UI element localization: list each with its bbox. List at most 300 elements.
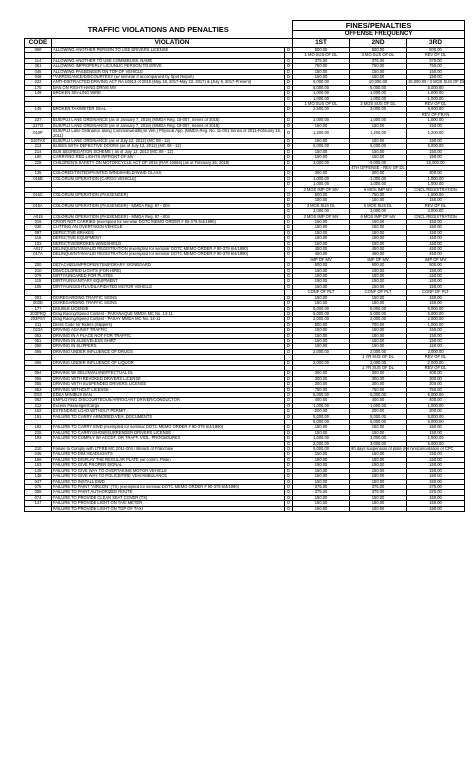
row-third-offense: 150.00: [407, 279, 465, 284]
row-code: 227O: [25, 123, 52, 128]
row-violation: CHILDREN'S SAFETY ON MOTORCYCLE ACT OF 2015 (RA# 10666) (as of February 26, 2019): [52, 160, 285, 165]
row-code: 017A: [25, 252, 52, 257]
row-third-offense: 1,200.00: [407, 129, 465, 139]
row-violation: FAILURE TO PROVIDE CLEAN SEAT COVER (TX): [52, 495, 285, 500]
row-first-offense: 150.00: [293, 468, 350, 473]
row-third-offense: 300.00: [407, 171, 465, 176]
row-violation: FAILURE TO INSTALL EWD: [52, 479, 285, 484]
row-first-offense: 500.00: [293, 48, 350, 53]
row-third-offense: CNCL REGISTRATION: [407, 187, 465, 192]
row-code: 100: [25, 155, 52, 160]
row-code: 052: [25, 333, 52, 338]
row-second-offense: 150.00: [350, 338, 407, 343]
row-violation: ANTI-DISTRACTED DRIVING ACT RA 10913 of 2015 (May 18, 2017-May 23, 2017) & (July 6, 2017-Present): [52, 80, 285, 85]
row-second-offense: 150.00: [350, 430, 407, 435]
row-third-offense: 1,000.00: [407, 176, 465, 181]
row-second-offense: 700.00: [350, 322, 407, 327]
row-code: 066: [25, 360, 52, 365]
row-second-offense: 150.00: [350, 69, 407, 74]
row-code: 211: [25, 322, 52, 327]
row-code: 215: [25, 430, 52, 435]
row-third-offense: 300.00: [407, 376, 465, 381]
row-third-offense: REV OF FRAN: [407, 112, 465, 117]
row-first-offense: 1 MO SUS OF DL: [293, 102, 350, 107]
row-second-offense: 150.00: [350, 474, 407, 479]
row-violation: FAILURE TO PAINT AUTHORIZED ROUTE: [52, 490, 285, 495]
row-third-offense: 5,000.00: [407, 144, 465, 149]
row-code: 177: [25, 306, 52, 311]
row-type: D: [285, 138, 293, 143]
row-type: D: [285, 155, 293, 160]
row-third-offense: 150.00: [407, 241, 465, 246]
row-violation: DETACHED/IMPROPER/TEMPORARY SIGNBOARD: [52, 263, 285, 268]
row-first-offense: 500.00: [293, 192, 350, 197]
row-violation: DRIVING W/ DEL/INVAL/INEFFECTUAL DL: [52, 371, 285, 376]
row-violation: DEFECTIVE EQUIPMENT: [52, 236, 285, 241]
row-code: 030: [25, 225, 52, 230]
row-third-offense: 150.00: [407, 69, 465, 74]
row-type: O: [285, 274, 293, 279]
row-code: 015B: [25, 176, 52, 181]
row-type: O: [285, 214, 293, 219]
row-second-offense: 3,000.00: [350, 107, 407, 112]
row-first-offense: 150.00: [293, 279, 350, 284]
row-second-offense: 150.00: [350, 284, 407, 289]
row-second-offense: 6 MOS IMP MV: [350, 187, 407, 192]
row-violation: COLORUM OPERATION (PASSENGER) - MMDA Reg. 97 - 004: [52, 203, 285, 208]
row-violation: DRIVING UNDER INFLUENCE OF DRUGS: [52, 349, 285, 354]
row-second-offense: 150.00: [350, 425, 407, 430]
row-code: 106: [25, 284, 52, 289]
row-code: 149: [25, 468, 52, 473]
row-code: 170: [25, 85, 52, 90]
row-first-offense: 375.00: [293, 484, 350, 489]
row-first-offense: 1,000.00: [293, 403, 350, 408]
row-type: O: [285, 209, 293, 214]
row-code: 062: [25, 398, 52, 403]
row-violation: COLORUM OPERATION (PASSENGER): [52, 192, 285, 197]
row-violation: CUTTING AN OVERTAKEN VEHICLE: [52, 225, 285, 230]
row-code: 103: [25, 241, 52, 246]
row-code: A015: [25, 214, 52, 219]
row-third-offense: 150.00: [407, 274, 465, 279]
row-code: 016: [25, 220, 52, 225]
row-type: O: [285, 171, 293, 176]
row-third-offense: 150.00: [407, 138, 465, 143]
row-third-offense: 5,000.00: [407, 393, 465, 398]
row-third-offense: 450.00: [407, 247, 465, 252]
row-first-offense: 2,000.00: [293, 349, 350, 354]
row-second-offense: 450.00: [350, 247, 407, 252]
row-type: O: [285, 414, 293, 419]
row-third-offense: 150.00: [407, 474, 465, 479]
row-third-offense: 1,000.00: [407, 192, 465, 197]
row-code: 058: [25, 490, 52, 495]
row-type: D: [285, 317, 293, 322]
row-first-offense: 300.00: [293, 171, 350, 176]
row-third-offense: 150.00: [407, 333, 465, 338]
row-third-offense: 150.00: [407, 338, 465, 343]
row-second-offense: 3,000.00: [350, 441, 407, 446]
row-third-offense: 150.00: [407, 468, 465, 473]
row-second-offense: 200.00: [350, 409, 407, 414]
row-type: O: [285, 123, 293, 128]
row-first-offense: 150.00: [293, 328, 350, 333]
row-second-offense: 150.00: [350, 220, 407, 225]
row-type: D: [285, 382, 293, 387]
row-code: 065: [25, 349, 52, 354]
row-second-offense: 3 MO SUS OF DL: [350, 53, 407, 58]
row-type: D: [285, 436, 293, 441]
row-violation: DRIVING IN SLEEVELESS SHIRT: [52, 338, 285, 343]
row-second-offense: 1,000.00: [350, 182, 407, 187]
row-code: A017: [25, 247, 52, 252]
row-violation: DISREGARDING TRAFFIC SIGNS: [52, 301, 285, 306]
row-violation: ALLOWING IMPROPERLY LIC/UNLIC PERSON TO DRIVE: [52, 64, 285, 69]
row-second-offense: IMP OF MV: [350, 257, 407, 262]
row-first-offense: 5,000.00: [293, 414, 350, 419]
row-type: O: [285, 247, 293, 252]
row-violation: DELINQUENT/INVALID REGISTRATION (exempted for seminar DOTC MEMO ORDER # 90-379 6/4/1990): [52, 247, 285, 252]
row-code: 050: [25, 344, 52, 349]
row-third-offense: 1,000.00: [407, 436, 465, 441]
row-code: 191: [25, 414, 52, 419]
row-second-offense: 150.00: [350, 495, 407, 500]
row-code: 048: [25, 75, 52, 80]
row-second-offense: 150.00: [350, 301, 407, 306]
row-second-offense: 150.00: [350, 468, 407, 473]
row-type: D: [285, 160, 293, 165]
row-type: D: [285, 409, 293, 414]
row-code: 015C: [25, 192, 52, 197]
row-first-offense: 1,000.00: [293, 176, 350, 181]
row-violation: DIRTY/UNSANITARY EQUIPMENT: [52, 279, 285, 284]
row-first-offense: 5,000.00: [293, 144, 350, 149]
row-violation: Drag Racing/Speed Contest - PARANAQUE MMDA MC No. 14-11: [52, 311, 285, 316]
row-type: D: [285, 344, 293, 349]
row-second-offense: 150.00: [350, 506, 407, 511]
row-second-offense: 150.00: [350, 138, 407, 143]
row-third-offense: 150.00: [407, 75, 465, 80]
row-violation: FAILURE TO GIVE WAY TO POLICE/FIRE VEH/AMBULANCE: [52, 474, 285, 479]
row-third-offense: 150.00: [407, 479, 465, 484]
row-first-offense: 150.00: [293, 138, 350, 143]
row-violation: ALLOWING PASSENGER ON TOP OF VEHICLE: [52, 69, 285, 74]
row-second-offense: 5,000.00: [350, 85, 407, 90]
row-code: 214: [25, 149, 52, 154]
row-type: O: [285, 490, 293, 495]
row-first-offense: 2,000.00: [293, 441, 350, 446]
row-type: D: [285, 306, 293, 311]
row-third-offense: 5,000.00: [407, 414, 465, 419]
row-code: 203PSY: [25, 317, 52, 322]
row-first-offense: 150.00: [293, 236, 350, 241]
row-second-offense: 150.00: [350, 75, 407, 80]
row-violation: FAILURE TO PAINT "AIRCON" (TX) (exempted for seminar DOTC MEMO ORDER # 90-379 6/4/1990): [52, 484, 285, 489]
row-type: D: [285, 220, 293, 225]
row-code: 061: [25, 64, 52, 69]
row-second-offense: 1 YR SUS OF DL: [350, 365, 407, 370]
row-second-offense: 150.00: [350, 230, 407, 235]
row-third-offense: 400.00: [407, 398, 465, 403]
row-violation: ALLOWING ANOTHER TO USE COMM/BUSS. NAME: [52, 58, 285, 63]
row-first-offense: 500.00: [293, 263, 350, 268]
row-type: D: [285, 69, 293, 74]
row-code: 003D: [25, 301, 52, 306]
row-code: 192: [25, 425, 52, 430]
row-code: 162: [25, 409, 52, 414]
row-third-offense: IMP OF MV: [407, 257, 465, 262]
row-first-offense: 150.00: [293, 501, 350, 506]
row-third-offense: 150.00: [407, 230, 465, 235]
row-first-offense: 150.00: [293, 220, 350, 225]
row-code: 212: [25, 403, 52, 408]
row-third-offense: CONF OF PLT: [407, 290, 465, 295]
row-type: O: [285, 479, 293, 484]
row-violation: FAILURE TO CARRY ARMORED VEH. DOCUMENTS: [52, 414, 285, 419]
row-type: D: [285, 333, 293, 338]
row-first-offense: 150.00: [293, 198, 350, 203]
row-violation: BUS/PUJ Lane Ordinance along Commonwealth(All Veh.) Physical App. (MMDA Reg. No. 11-001 Series of 2011-February 15, 2011): [52, 129, 285, 139]
row-third-offense: 150.00: [407, 268, 465, 273]
row-code: 053: [25, 387, 52, 392]
row-second-offense: 150.00: [350, 236, 407, 241]
row-violation: DELINQUENT/INVALID REGISTRATION (exempted for seminar DOTC MEMO ORDER # 90-379 6/4/1990): [52, 252, 285, 257]
row-type: O: [285, 495, 293, 500]
row-type: D: [285, 474, 293, 479]
row-type: D: [285, 425, 293, 430]
row-type: O: [285, 230, 293, 235]
row-first-offense: 3,000.00: [293, 160, 350, 165]
row-first-offense: 300.00: [293, 371, 350, 376]
row-violation: COLORED/TINTED/PAINTED WINDSHIELD/WIND GLASS: [52, 171, 285, 176]
row-type: D: [285, 360, 293, 365]
row-type: D: [285, 338, 293, 343]
row-first-offense: 150.00: [293, 75, 350, 80]
row-second-offense: 150.00: [350, 123, 407, 128]
row-third-offense: 1,000.00: [407, 403, 465, 408]
row-violation: DRIVING IN A PLACE NOT FOR TRAFFIC: [52, 333, 285, 338]
row-type: D: [285, 198, 293, 203]
row-second-offense: 150.00: [350, 479, 407, 484]
row-type: D: [285, 371, 293, 376]
row-type: D: [285, 311, 293, 316]
row-third-offense: 15,000.00 / 3 MOS SUS OF DL: [408, 79, 466, 85]
row-first-offense: 5,000.00: [293, 311, 350, 316]
row-code: 135: [25, 171, 52, 176]
row-third-offense: cancellation of CPC: [407, 447, 465, 452]
row-second-offense: 300.00: [350, 376, 407, 381]
row-code: 010P: [25, 129, 52, 139]
row-type: O: [285, 457, 293, 462]
row-type: D: [285, 225, 293, 230]
row-third-offense: 375.00: [407, 484, 465, 489]
row-violation: BUSES WITH DEFECTIVE DOORS (as of July 12, 2012) (MC 08 - 12): [52, 144, 285, 149]
row-violation: FAILURE TO CARRY/SHOW/SURRENDER DRIVERS LICENSE: [52, 430, 285, 435]
row-type: O: [285, 447, 293, 452]
row-code: 193: [25, 436, 52, 441]
row-second-offense: 400.00: [350, 398, 407, 403]
row-violation: **ARROGANCE/DISCOURTESY (w/ seminar if accompanied by Spot Report): [52, 75, 285, 80]
row-violation: BUS/PUJ LANE ORDINANCE (as of January 7, 2019) (MMDA Reg. 18-007, Series of 2018): [52, 118, 285, 123]
row-first-offense: 450.00: [293, 252, 350, 257]
row-violation: DIRTY/UNCARED FOR PLATES: [52, 274, 285, 279]
row-third-offense: 1,000.00: [407, 91, 465, 96]
row-third-offense: 150.00: [407, 284, 465, 289]
row-first-offense: 1,000.00: [293, 118, 350, 123]
row-violation: BUS/PUJ LANE ORDINANCE (as of January 7, 2019) (MMDA Reg. 18-007, Series of 2018): [52, 123, 285, 128]
row-third-offense: 10,000.00: [407, 160, 465, 165]
row-type: D: [285, 203, 293, 208]
row-first-offense: 150.00: [293, 230, 350, 235]
row-third-offense: 5,000.00: [407, 107, 465, 112]
row-first-offense: 150.00: [293, 295, 350, 300]
row-first-offense: 150.00: [293, 344, 350, 349]
row-third-offense: CNCL REGISTRATION: [407, 214, 465, 219]
row-second-offense: 375.00: [350, 484, 407, 489]
row-first-offense: 375.00: [293, 58, 350, 63]
row-code: 228: [25, 160, 52, 165]
row-violation: FAILURE TO PROVIDE LIGHT ON TOP OF TAXI: [52, 506, 285, 511]
row-code: 051: [25, 338, 52, 343]
row-first-offense: 150.00: [293, 495, 350, 500]
row-code: 074: [25, 495, 52, 500]
row-violation: CARRYING RED LIGHTS INFRONT OF MV: [52, 155, 285, 160]
row-violation: EDSA MINIBUS BAN: [52, 393, 285, 398]
row-second-offense: 5,000.00: [350, 414, 407, 419]
row-second-offense: 1,000.00: [350, 91, 407, 96]
row-second-offense: 500.00: [350, 263, 407, 268]
row-third-offense: 750.00: [407, 64, 465, 69]
row-first-offense: 750.00: [293, 387, 350, 392]
frequency-header: OFFENSE FREQUENCY: [293, 31, 465, 39]
table-row: [25, 129, 465, 139]
row-first-offense: 150.00: [293, 506, 350, 511]
row-third-offense: 5,000.00: [407, 306, 465, 311]
row-third-offense: 2,000.00: [407, 360, 465, 365]
row-third-offense: 150.00: [407, 344, 465, 349]
row-violation: FAILURE TO GIVE PROPER SIGNAL: [52, 463, 285, 468]
row-type: D: [285, 376, 293, 381]
row-type: O: [285, 506, 293, 511]
row-third-offense: 150.00: [407, 463, 465, 468]
row-second-offense: 1,000.00: [350, 403, 407, 408]
row-type: O: [285, 192, 293, 197]
row-violation: BUS SEGREGATION SCHEME ( as of July 12, 2012 (MC 08 - 12): [52, 149, 285, 154]
row-second-offense: 1,000.00: [350, 118, 407, 123]
row-code: 054: [25, 371, 52, 376]
row-code: 047: [25, 479, 52, 484]
row-third-offense: 150.00: [407, 220, 465, 225]
row-second-offense: 150.00: [350, 344, 407, 349]
row-code: 010TAX: [25, 138, 52, 143]
row-code: 046: [25, 69, 52, 74]
row-third-offense: 500.00: [407, 48, 465, 53]
row-type: O: [285, 85, 293, 90]
row-code: 075: [25, 484, 52, 489]
row-type: O: [285, 441, 293, 446]
row-second-offense: 300.00: [350, 371, 407, 376]
row-third-offense: 150.00: [407, 225, 465, 230]
row-code: 210: [25, 268, 52, 273]
row-third-offense: 300.00: [407, 371, 465, 376]
row-type: O: [285, 144, 293, 149]
row-third-offense: 150.00: [407, 295, 465, 300]
row-second-offense: 1,000.00: [350, 176, 407, 181]
row-first-offense: 3 MOS SUS DL: [293, 203, 350, 208]
row-first-offense: 1,000.00: [293, 436, 350, 441]
row-type: O: [285, 398, 293, 403]
violations-body: [25, 48, 465, 512]
row-first-offense: 150.00: [293, 430, 350, 435]
row-first-offense: 5,000.00: [293, 393, 350, 398]
row-second-offense: 6 MOS IMP OF MV: [350, 214, 407, 219]
row-first-offense: 150.00: [293, 425, 350, 430]
row-second-offense: 150.00: [350, 268, 407, 273]
row-violation: ALLOWING ANOTHER PERSON TO USE DRIVERS LICENSE: [52, 48, 285, 53]
row-code: 227: [25, 118, 52, 123]
row-code: 060: [25, 48, 52, 53]
row-first-offense: 3 MOS IMP OF MV: [293, 187, 350, 192]
row-first-offense: 150.00: [293, 463, 350, 468]
row-second-offense: 750.00: [350, 387, 407, 392]
row-type: O: [285, 393, 293, 398]
row-first-offense: 300.00: [293, 382, 350, 387]
row-first-offense: 1,000.00: [293, 182, 350, 187]
row-type: O: [285, 403, 293, 408]
row-third-offense: 2,000.00: [407, 317, 465, 322]
row-code: 115: [25, 279, 52, 284]
row-type: O: [285, 58, 293, 63]
row-violation: DRIVING WITHOUT LICENSE: [52, 387, 285, 392]
row-violation: DEFECTIVE BRAKES: [52, 230, 285, 235]
row-code: 056: [25, 376, 52, 381]
row-type: O: [285, 96, 293, 101]
row-second-offense: 750.00: [350, 64, 407, 69]
row-first-offense: IMP OF MV: [293, 257, 350, 262]
row-first-offense: 1 MO SUS OF DL: [293, 53, 350, 58]
row-third-offense: 150.00: [407, 236, 465, 241]
row-violation: DEFECTIVE/BROKEN WINDSHIELD: [52, 241, 285, 246]
row-type: D: [285, 149, 293, 154]
row-third-offense: 3,000.00: [407, 209, 465, 214]
row-code: 114: [25, 58, 52, 63]
row-third-offense: 150.00: [407, 155, 465, 160]
row-second-offense: 1,000.00: [350, 436, 407, 441]
row-second-offense: 150.00: [350, 274, 407, 279]
code-header: CODE: [25, 39, 52, 48]
row-second-offense: 150.00: [350, 457, 407, 462]
row-type: D: [285, 118, 293, 123]
row-second-offense: 150.00: [350, 501, 407, 506]
row-first-offense: 3,000.00: [293, 209, 350, 214]
row-type: D: [285, 182, 293, 187]
row-second-offense: 150.00: [350, 149, 407, 154]
violations-table: [24, 20, 465, 512]
row-violation: EMPLOYING DISCOURTEOUS/ARROGANT DRIVER/CONDUCTOR: [52, 398, 285, 403]
row-first-offense: 150.00: [293, 452, 350, 457]
row-code: 116: [25, 236, 52, 241]
row-code: 145: [25, 107, 52, 112]
row-third-offense: 150.00: [407, 501, 465, 506]
row-type: O: [285, 279, 293, 284]
row-type: O: [285, 501, 293, 506]
row-third-offense: 200.00: [407, 409, 465, 414]
row-violation: DRIVING WITH SUSPENDED DRIVERS LICENSE: [52, 382, 285, 387]
row-third-offense: 1,000.00: [407, 182, 465, 187]
row-third-offense: 5,000.00: [407, 311, 465, 316]
row-first-offense: 450.00: [293, 247, 350, 252]
